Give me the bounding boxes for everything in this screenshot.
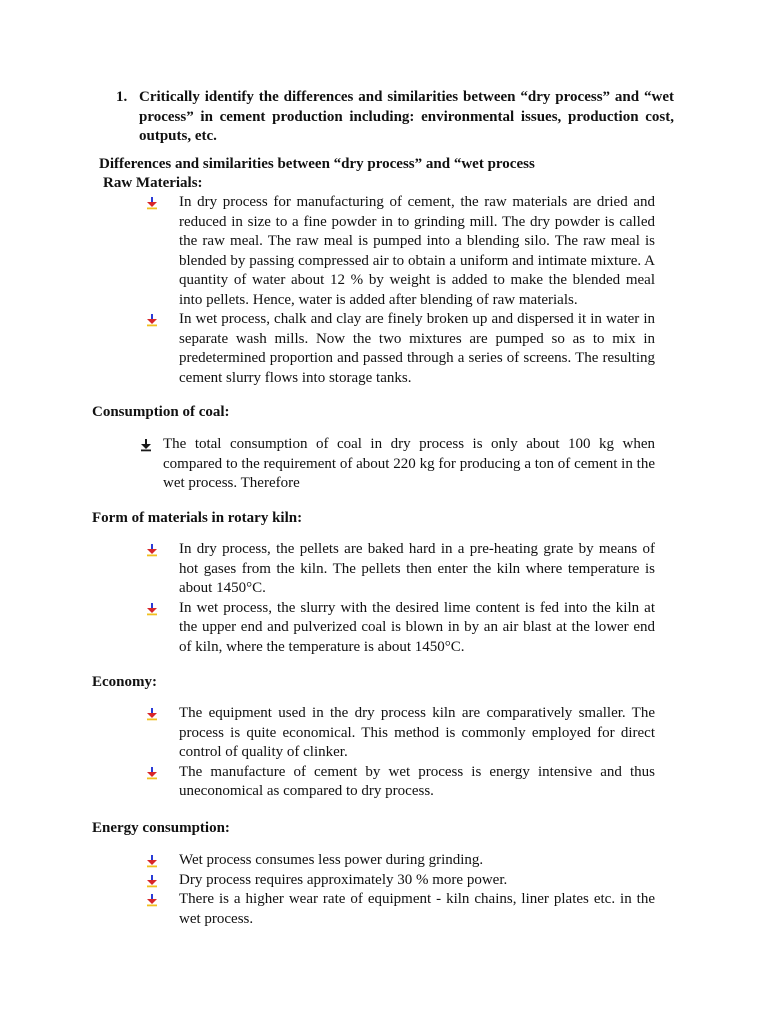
question-number: 1.	[116, 89, 128, 105]
question-text: Critically identify the differences and similarities between “dry process” and “wet process” in cement production including: environmental issues, production cost, outputs, etc.	[139, 89, 674, 144]
list-item	[179, 704, 655, 763]
section-title-energy: Energy consumption:	[92, 820, 230, 836]
list-item-text: The manufacture of cement by wet process is energy intensive and thus uneconomical as compared to dry process.	[179, 763, 655, 799]
energy-list	[179, 851, 655, 929]
list-item-text: In wet process, chalk and clay are finely broken up and dispersed it in water in separate wash mills. Now the two mixtures are pumped so as to mix in predetermined proportion and passed through a series of screens. The resulting cement slurry flows into storage tanks.	[179, 311, 655, 386]
section-title-raw-materials: Raw Materials:	[103, 175, 203, 191]
list-item	[179, 763, 655, 802]
arrow-bullet-icon	[145, 602, 159, 616]
list-item-text: Dry process requires approximately 30 % more power.	[179, 871, 508, 888]
list-item	[179, 540, 655, 599]
list-item-text: In wet process, the slurry with the desired lime content is fed into the kiln at the upper end and pulverized coal is blown in by an air blast at the lower end of kiln, where the temperature is about 1450°C.	[179, 599, 655, 655]
arrow-bullet-icon	[145, 196, 159, 210]
list-item-text: There is a higher wear rate of equipment - kiln chains, liner plates etc. in the wet process.	[179, 891, 655, 927]
arrow-bullet-icon	[145, 854, 159, 868]
list-item	[179, 599, 655, 658]
arrow-bullet-icon	[145, 766, 159, 780]
list-item	[179, 851, 655, 871]
question-1	[116, 88, 674, 147]
arrow-bullet-icon	[145, 893, 159, 907]
list-item	[179, 193, 655, 310]
economy-list	[179, 704, 655, 802]
section-title-kiln: Form of materials in rotary kiln:	[92, 510, 303, 526]
list-item	[179, 871, 655, 891]
list-item-text: Wet process consumes less power during grinding.	[179, 852, 484, 868]
list-item	[179, 310, 655, 388]
list-item-text: The total consumption of coal in dry process is only about 100 kg when compared to the requirement of about 220 kg for producing a ton of cement in the wet process. Therefore	[163, 436, 655, 491]
main-heading: Differences and similarities between “dry process” and “wet process	[99, 156, 535, 172]
arrow-bullet-icon	[145, 543, 159, 557]
arrow-bullet-icon	[145, 874, 159, 888]
list-item-text: In dry process, the pellets are baked hard in a pre-heating grate by means of hot gases from the kiln. The pellets then enter the kiln where temperature is about 1450°C.	[179, 541, 655, 596]
section-title-coal: Consumption of coal:	[92, 404, 230, 420]
section-title-economy: Economy:	[92, 674, 157, 690]
kiln-list	[179, 540, 655, 657]
list-item-text: In dry process for manufacturing of cement, the raw materials are dried and reduced in size to a fine powder in to grinding mill. The dry powder is called the raw meal. The raw meal is pumped into a blending silo. The raw meal is blended by passing compressed air to obtain a uniform and intimate mixture. A quantity of water about 12 % by weight is added to make the blended meal into pellets. Hence, water is added after blending of raw materials.	[179, 194, 655, 308]
list-item	[163, 435, 655, 494]
arrow-bullet-icon	[145, 313, 159, 327]
raw-materials-list	[179, 193, 655, 388]
arrow-bullet-icon	[145, 707, 159, 721]
arrow-bullet-icon	[139, 438, 153, 452]
list-item-text: The equipment used in the dry process kiln are comparatively smaller. The process is quite economical. This method is commonly employed for direct control of quality of clinker.	[179, 705, 655, 760]
coal-list	[163, 435, 655, 494]
list-item	[179, 890, 655, 929]
